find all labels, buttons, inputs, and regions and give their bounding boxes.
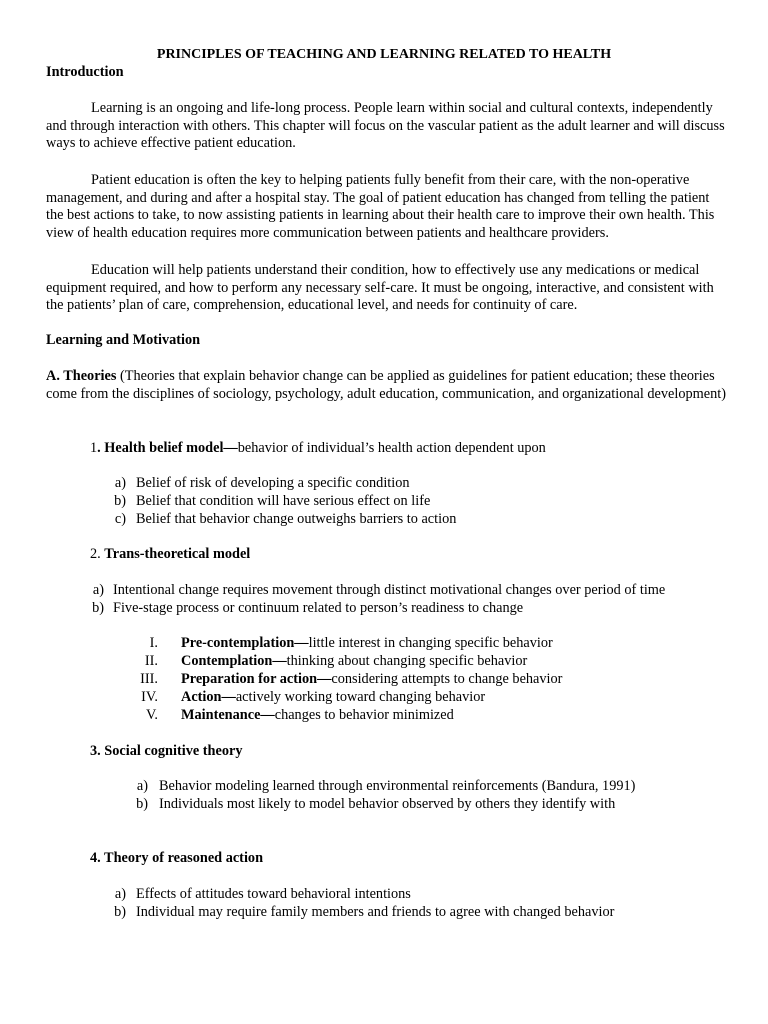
model-2-number: 2. bbox=[90, 546, 105, 562]
stage-3-title: Preparation for action— bbox=[181, 671, 332, 687]
model-3-heading bbox=[90, 743, 242, 761]
model-1-item-b-mark: b) bbox=[114, 493, 126, 509]
paragraph-1-text: Learning is an ongoing and life-long process. People learn within social and cultural contexts, independently and through interaction with others. This chapter will focus on the vascular patient as the adult learner and will discuss ways to achieve effective patient education. bbox=[46, 100, 725, 152]
model-2-item-a-mark: a) bbox=[92, 582, 104, 598]
model-1-item-a-mark: a) bbox=[114, 475, 126, 491]
model-2-heading bbox=[90, 546, 250, 564]
model-4-item-b-mark: b) bbox=[114, 904, 126, 920]
model-2-title: Trans-theoretical model bbox=[104, 546, 251, 562]
stage-3-mark: III. bbox=[140, 671, 158, 687]
model-4-item-a-mark: a) bbox=[114, 886, 126, 902]
intro-heading: Introduction bbox=[46, 64, 124, 80]
stage-5-text: changes to behavior minimized bbox=[274, 707, 454, 723]
stage-4-title: Action— bbox=[181, 689, 236, 705]
stage-2 bbox=[181, 653, 527, 671]
model-1-text: behavior of individual’s health action dependent upon bbox=[237, 440, 546, 456]
theories-text: (Theories that explain behavior change can be applied as guidelines for patient education; these theories come from the disciplines of sociology, psychology, adult education, communication, and organizational development) bbox=[46, 368, 726, 402]
model-1-item-c: Belief that behavior change outweighs barriers to action bbox=[136, 511, 457, 527]
model-2-item-b-mark: b) bbox=[92, 600, 104, 616]
stage-4 bbox=[181, 689, 485, 707]
model-1-number: 1 bbox=[90, 440, 98, 456]
stage-1-text: little interest in changing specific behavior bbox=[308, 635, 553, 651]
model-4-item-b: Individual may require family members and friends to agree with changed behavior bbox=[136, 904, 615, 920]
model-1-item-c-mark: c) bbox=[114, 511, 126, 527]
model-4-heading bbox=[90, 850, 263, 868]
page-title: PRINCIPLES OF TEACHING AND LEARNING RELATED TO HEALTH bbox=[156, 47, 612, 62]
model-4-title: 4. Theory of reasoned action bbox=[90, 850, 264, 866]
model-3-item-b-mark: b) bbox=[136, 796, 148, 812]
paragraph-3-text: Education will help patients understand their condition, how to effectively use any medications or medical equipment required, and how to perform any necessary self-care. It must be ongoing, interactive, and consistent with the patients’ plan of care, comprehension, educational level, and needs for continuity of care. bbox=[46, 262, 714, 314]
stage-4-mark: IV. bbox=[141, 689, 158, 705]
model-3-item-b: Individuals most likely to model behavior observed by others they identify with bbox=[159, 796, 616, 812]
stage-5-mark: V. bbox=[145, 707, 158, 723]
model-3-title: 3. Social cognitive theory bbox=[90, 743, 243, 759]
stage-4-text: actively working toward changing behavior bbox=[235, 689, 486, 705]
stage-2-title: Contemplation— bbox=[181, 653, 287, 669]
model-4-item-a: Effects of attitudes toward behavioral intentions bbox=[136, 886, 411, 902]
stage-5-title: Maintenance— bbox=[181, 707, 275, 723]
model-1-item-a: Belief of risk of developing a specific condition bbox=[136, 475, 410, 491]
theories-paragraph bbox=[46, 368, 726, 403]
paragraph-2 bbox=[46, 172, 726, 242]
paragraph-3 bbox=[46, 262, 726, 315]
theories-label: A. Theories bbox=[46, 368, 117, 384]
stage-2-text: thinking about changing specific behavior bbox=[286, 653, 528, 669]
stage-3 bbox=[181, 671, 562, 689]
stage-1 bbox=[181, 635, 553, 653]
model-3-item-a: Behavior modeling learned through environmental reinforcements (Bandura, 1991) bbox=[159, 778, 636, 794]
paragraph-1 bbox=[46, 100, 726, 153]
stage-1-mark: I. bbox=[149, 635, 158, 651]
model-2-item-b: Five-stage process or continuum related to person’s readiness to change bbox=[113, 600, 524, 616]
stage-5 bbox=[181, 707, 454, 725]
stage-3-text: considering attempts to change behavior bbox=[331, 671, 563, 687]
stage-1-title: Pre-contemplation— bbox=[181, 635, 309, 651]
model-1-item-b: Belief that condition will have serious effect on life bbox=[136, 493, 431, 509]
stage-2-mark: II. bbox=[144, 653, 158, 669]
section-heading: Learning and Motivation bbox=[46, 332, 201, 348]
model-3-item-a-mark: a) bbox=[136, 778, 148, 794]
model-1-title: . Health belief model— bbox=[97, 440, 238, 456]
paragraph-2-text: Patient education is often the key to helping patients fully benefit from their care, with the non-operative management, and during and after a hospital stay. The goal of patient education has changed from telling the patient the best actions to take, to now assisting patients in learning about their health care to improve their own health. This view of health education requires more communication between patients and healthcare providers. bbox=[46, 172, 715, 241]
model-1-heading bbox=[90, 440, 546, 458]
model-2-item-a: Intentional change requires movement through distinct motivational changes over period of time bbox=[113, 582, 666, 598]
